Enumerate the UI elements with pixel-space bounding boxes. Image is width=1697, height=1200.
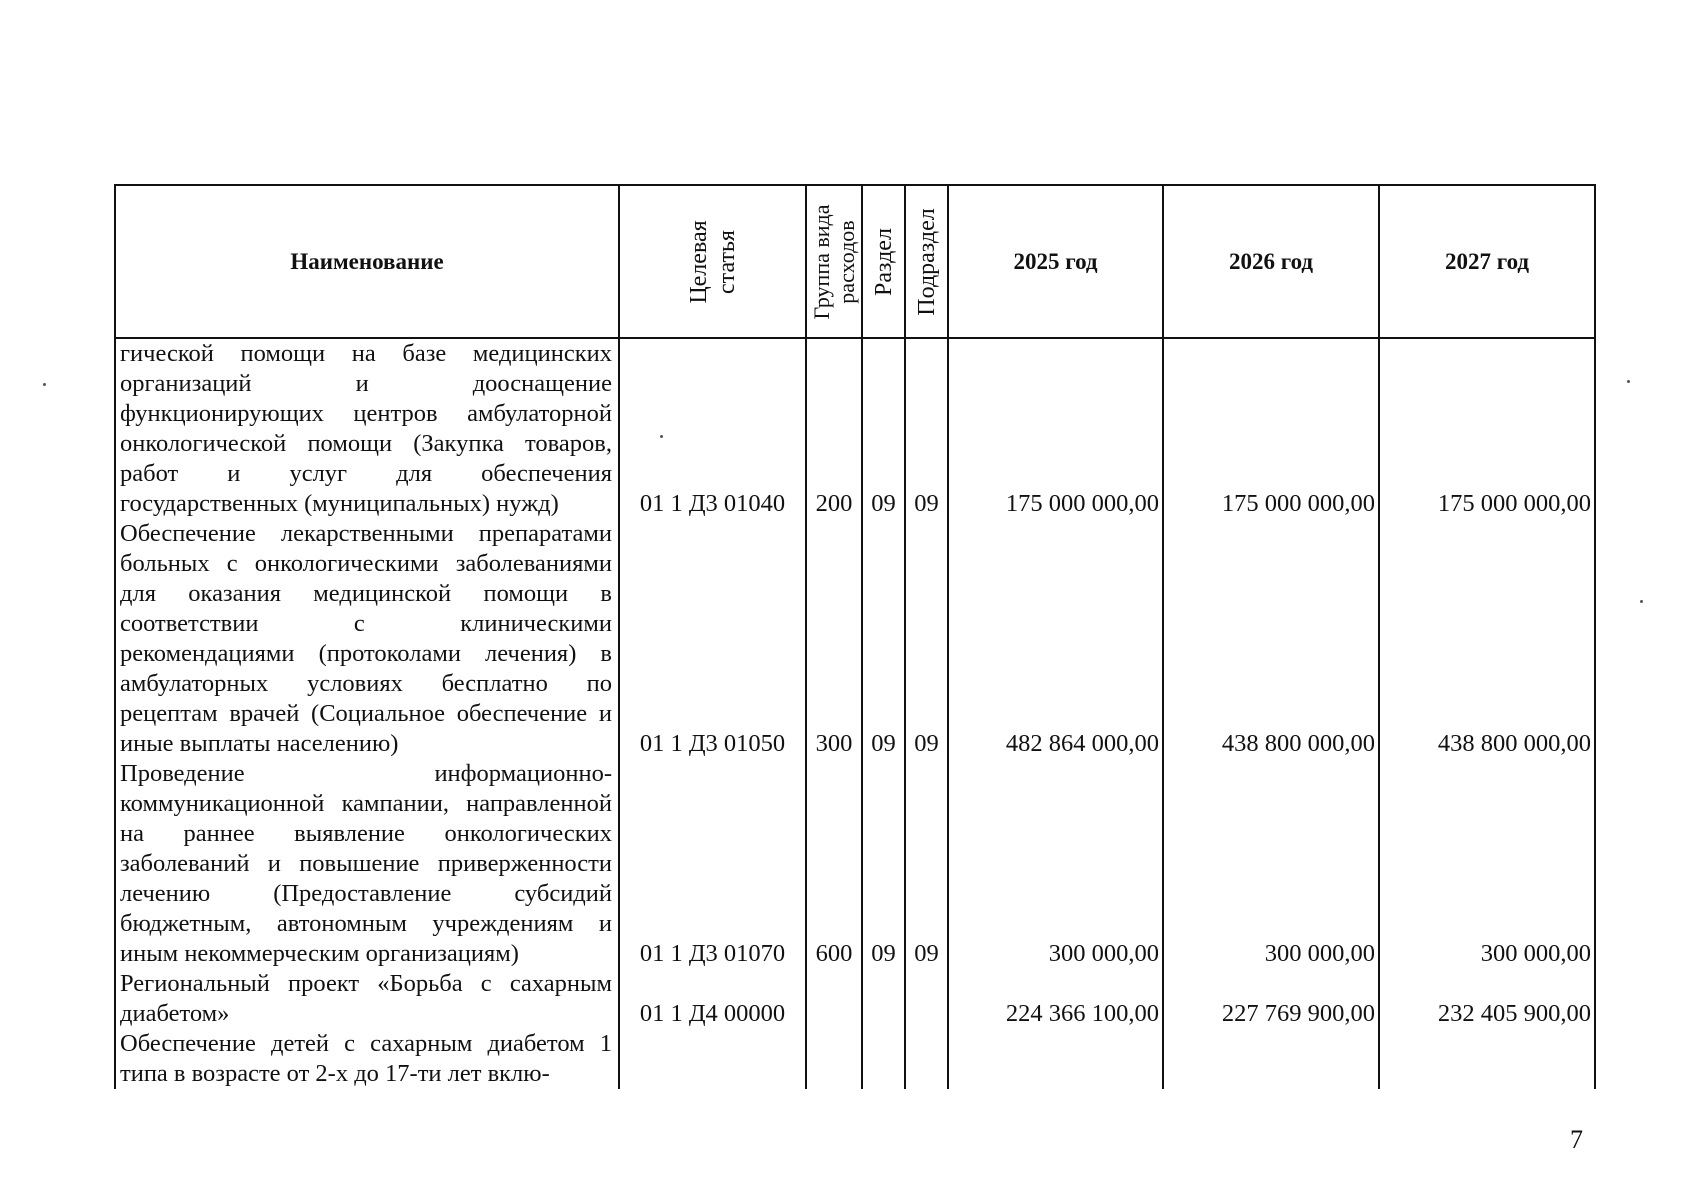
row-section [862, 969, 905, 1029]
scan-speck [43, 383, 46, 386]
row-amount-2025: 300 000,00 [948, 759, 1163, 969]
table-row [115, 338, 1595, 519]
row-amount-2026: 438 800 000,00 [1163, 519, 1379, 759]
table-row [115, 519, 1595, 759]
row-target-article: 01 1 Д3 01040 [619, 338, 806, 519]
header-name: Наименование [115, 185, 619, 338]
row-name: Региональный проект «Борьба с сахарным диабетом» [115, 969, 619, 1029]
header-year-2027: 2027 год [1379, 185, 1595, 338]
row-amount-2025: 224 366 100,00 [948, 969, 1163, 1029]
row-target-article [619, 1029, 806, 1089]
row-subsection: 09 [905, 519, 948, 759]
row-target-article: 01 1 Д3 01050 [619, 519, 806, 759]
budget-table-container [114, 184, 1594, 1089]
page-number: 7 [1570, 1125, 1583, 1154]
header-section: Раздел [862, 185, 905, 338]
row-amount-2027: 232 405 900,00 [1379, 969, 1595, 1029]
row-expense-group: 200 [806, 338, 862, 519]
row-section: 09 [862, 338, 905, 519]
row-section: 09 [862, 759, 905, 969]
budget-table [114, 184, 1596, 1089]
row-section [862, 1029, 905, 1089]
row-amount-2026: 227 769 900,00 [1163, 969, 1379, 1029]
row-expense-group: 300 [806, 519, 862, 759]
row-target-article: 01 1 Д4 00000 [619, 969, 806, 1029]
header-expense-group: Группа вида расходов [806, 185, 862, 338]
row-amount-2026: 300 000,00 [1163, 759, 1379, 969]
row-section: 09 [862, 519, 905, 759]
row-subsection [905, 1029, 948, 1089]
scan-speck [660, 435, 663, 438]
row-subsection [905, 969, 948, 1029]
table-row [115, 1029, 1595, 1089]
header-year-2025: 2025 год [948, 185, 1163, 338]
row-amount-2027: 438 800 000,00 [1379, 519, 1595, 759]
row-name: гической помощи на базе медицинских организаций и дооснащение функционирующих центров амбулаторной онкологической помощи (Закупка товаров, работ и услуг для обеспечения государственных (муниципальных) нужд) [115, 338, 619, 519]
row-amount-2027: 175 000 000,00 [1379, 338, 1595, 519]
row-amount-2027 [1379, 1029, 1595, 1089]
header-year-2026: 2026 год [1163, 185, 1379, 338]
table-row [115, 759, 1595, 969]
row-amount-2027: 300 000,00 [1379, 759, 1595, 969]
row-expense-group [806, 1029, 862, 1089]
row-name: Обеспечение лекарственными препаратами больных с онкологическими заболеваниями для оказания медицинской помощи в соответствии с клиническими рекомендациями (протоколами лечения) в амбулаторных условиях бесплатно по рецептам врачей (Социальное обеспечение и иные выплаты населению) [115, 519, 619, 759]
header-target-article: Целевая статья [619, 185, 806, 338]
scan-speck [1640, 600, 1643, 603]
table-header-row [115, 185, 1595, 338]
row-amount-2025: 175 000 000,00 [948, 338, 1163, 519]
scan-speck [1627, 380, 1630, 383]
row-expense-group [806, 969, 862, 1029]
row-expense-group: 600 [806, 759, 862, 969]
row-name: Обеспечение детей с сахарным диабетом 1 типа в возрасте от 2-х до 17-ти лет вклю- [115, 1029, 619, 1089]
row-amount-2026: 175 000 000,00 [1163, 338, 1379, 519]
row-subsection: 09 [905, 338, 948, 519]
header-subsection: Подраздел [905, 185, 948, 338]
row-subsection: 09 [905, 759, 948, 969]
row-amount-2025: 482 864 000,00 [948, 519, 1163, 759]
row-amount-2025 [948, 1029, 1163, 1089]
row-name: Проведение информационно-коммуникационной кампании, направленной на раннее выявление онкологических заболеваний и повышение приверженности лечению (Предоставление субсидий бюджетным, автономным учреждениям и иным некоммерческим организациям) [115, 759, 619, 969]
table-row [115, 969, 1595, 1029]
row-amount-2026 [1163, 1029, 1379, 1089]
row-target-article: 01 1 Д3 01070 [619, 759, 806, 969]
